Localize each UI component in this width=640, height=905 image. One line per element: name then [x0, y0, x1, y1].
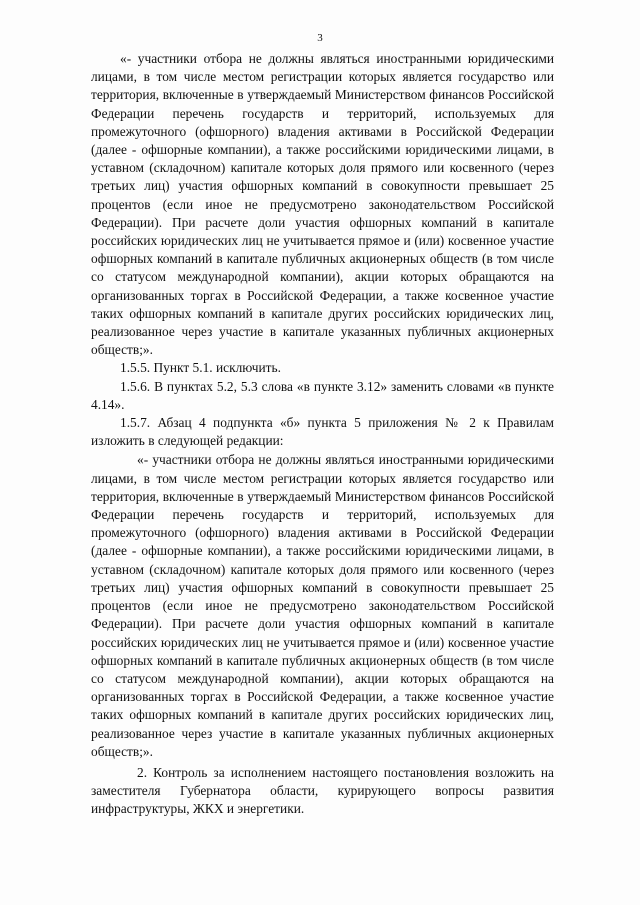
page-number: 3 [317, 32, 323, 44]
item-1-5-7: 1.5.7. Абзац 4 подпункта «б» пункта 5 приложения № 2 к Правилам изложить в следующей редакции: [91, 415, 554, 449]
quoted-paragraph-2: «- участники отбора не должны являться иностранными юридическими лицами, в том числе местом регистрации которых является государство или территория, включенные в утверждаемый Министерством финансов Российской Федерации перечень государств и территорий, используемых для промежуточного (офшорного) владения активами в Российской Федерации (далее - офшорные компании), а также российскими юридическими лицами, в уставном (складочном) капитале которых доля прямого или косвенного (через третьих лиц) участия офшорных компаний в совокупности превышает 25 процентов (если иное не предусмотрено законодательством Российской Федерации). При расчете доли участия офшорных компаний в капитале российских юридических лиц не учитывается прямое и (или) косвенное участие офшорных компаний в капитале публичных акционерных обществ (в том числе со статусом международной компании), акции которых обращаются на организованных торгах в Российской Федерации, а также косвенное участие таких офшорных компаний в капитале других российских юридических лиц, реализованное через участие в капитале указанных публичных акционерных обществ;». [91, 452, 554, 759]
item-1-5-5: 1.5.5. Пункт 5.1. исключить. [120, 360, 281, 376]
quoted-paragraph-1: «- участники отбора не должны являться иностранными юридическими лицами, в том числе местом регистрации которых является государство или территория, включенные в утверждаемый Министерством финансов Российской Федерации перечень государств и территорий, используемых для промежуточного (офшорного) владения активами в Российской Федерации (далее - офшорные компании), а также российскими юридическими лицами, в уставном (складочном) капитале которых доля прямого или косвенного (через третьих лиц) участия офшорных компаний в совокупности превышает 25 процентов (если иное не предусмотрено законодательством Российской Федерации). При расчете доли участия офшорных компаний в капитале российских юридических лиц не учитывается прямое и (или) косвенное участие офшорных компаний в капитале публичных акционерных обществ (в том числе со статусом международной компании), акции которых обращаются на организованных торгах в Российской Федерации, а также косвенное участие таких офшорных компаний в капитале других российских юридических лиц, реализованное через участие в капитале указанных публичных акционерных обществ;». [91, 51, 554, 358]
document-body [91, 50, 554, 819]
item-2-control: 2. Контроль за исполнением настоящего постановления возложить на заместителя Губернатора области, курирующего вопросы развития инфраструктуры, ЖКХ и энергетики. [91, 764, 554, 817]
item-1-5-6: 1.5.6. В пунктах 5.2, 5.3 слова «в пункте 3.12» заменить словами «в пункте 4.14». [91, 378, 554, 412]
